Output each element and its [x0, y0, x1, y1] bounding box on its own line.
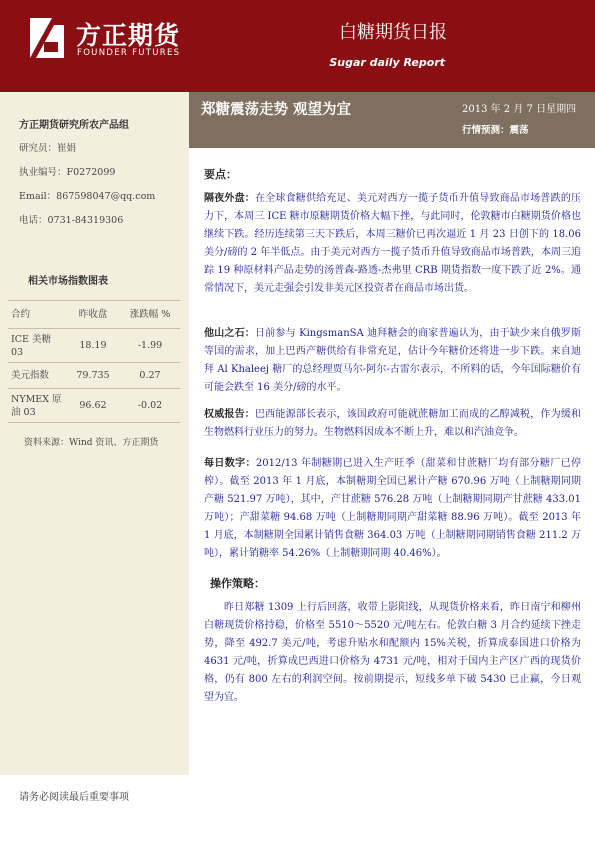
section-overnight-market: [204, 190, 581, 298]
section-label: 隔夜外盘：: [204, 193, 255, 204]
table-cell-close: 96.62: [66, 389, 120, 423]
key-points-heading: 要点：: [204, 168, 237, 181]
table-cell-contract: 美元指数: [8, 363, 66, 389]
section-label: 每日数字：: [204, 458, 256, 469]
section-label: 他山之石：: [204, 328, 255, 339]
table-cell-change: 0.27: [120, 363, 180, 389]
research-group: 方正期货研究所农产品组: [19, 120, 129, 131]
section-text: 巴西能源部长表示，该国政府可能就蔗糖加工而成的乙醇减税，作为缓和生物燃料行业压力的努力。生物燃料因成本不断上升，难以和汽油竞争。: [204, 409, 582, 438]
table-row: [8, 363, 180, 389]
table-row: [8, 329, 180, 363]
table-cell-close: 79.735: [66, 363, 120, 389]
section-label: 权威报告：: [204, 409, 255, 420]
market-table-title: 相关市场指数图表: [28, 276, 108, 287]
section-authority-report: [204, 406, 581, 442]
market-forecast: 行情预测：震荡: [462, 125, 529, 136]
founder-logo-icon: [30, 18, 70, 58]
section-other-views: [204, 325, 581, 397]
table-header-row: [8, 301, 180, 329]
table-cell-change: -0.02: [120, 389, 180, 423]
logo-chinese-name: 方正期货: [76, 21, 181, 50]
report-header: [0, 0, 595, 92]
table-header-cell: 合约: [8, 301, 66, 329]
strategy-heading: 操作策略：: [210, 577, 265, 590]
section-text: 2012/13 年制糖期已进入生产旺季（甜菜和甘蔗糖厂均有部分糖厂已停榨）。截至 2013 年 1 月底，本制糖期全国已累计产糖 670.96 万吨（上制糖期同期产糖 521.97 万吨），其中，产甘蔗糖 576.28 万吨（上制糖期同期产甘蔗糖 433.01 万吨）；产甜菜糖 94.68 万吨（上制糖期同期产甜菜糖 88.96 万吨）。截至 2013 年 1 月底，本制糖期全国累计销售食糖 364.03 万吨（上制糖期同期销售食糖 211.2 万吨），累计销糖率 54.26%（上制糖期同期 40.46%）。: [204, 458, 581, 559]
section-daily-figures: [204, 455, 581, 563]
section-text: 日前参与 KingsmanSA 迪拜糖会的商家普遍认为，由于缺少来自俄罗斯等国的需求，加上巴西产糖供给有非常充足，估计今年糖价还将进一步下跌。来自迪拜 Al Khaleej 糖厂的总经理贾马尔-阿尔-古雷尔表示，不所料的话，今年国际糖价有可能会跌至 16 美分/磅的水平。: [204, 328, 581, 393]
table-header-cell: 昨收盘: [66, 301, 120, 329]
data-source-note: 资料来源：Wind 资讯、方正期货: [24, 438, 159, 448]
researcher-name: 研究员：崔娟: [19, 143, 77, 154]
table-cell-change: -1.99: [120, 329, 180, 363]
table-header-cell: 涨跌幅 %: [120, 301, 180, 329]
table-cell-contract: ICE 美糖 03: [8, 329, 66, 363]
strategy-text: 昨日郑糖 1309 上行后回落，收带上影阳线，从现货价格来看，昨日南宁和柳州白糖现货价格持稳，价格至 5510～5520 元/吨左右。伦敦白糖 3 月合约延续下挫走势，降至 492.7 美元/吨，考虑升贴水和配额内 15%关税，折算成泰国进口价格为 4631 元/吨，折算成巴西进口价格为 4731 元/吨，相对于国内主产区广西的现货价格，仍有 800 左右的利润空间。按前期提示，短线多单下破 5430 已止赢，今日观望为宜。: [204, 602, 581, 703]
report-title: 白糖期货日报: [339, 22, 447, 43]
contact-email: Email：867598047@qq.com: [19, 191, 156, 202]
contact-phone: 电话：0731-84319306: [19, 215, 124, 226]
headline: 郑糖震荡走势 观望为宜: [201, 102, 352, 118]
logo-english-name: FOUNDER FUTURES: [77, 48, 181, 58]
market-index-table: [8, 300, 180, 423]
report-date: 2013 年 2 月 7 日星期四: [462, 104, 577, 115]
license-number: 执业编号：F0272099: [19, 167, 116, 178]
table-cell-close: 18.19: [66, 329, 120, 363]
report-subtitle: Sugar daily Report: [329, 56, 445, 69]
footer-disclaimer-note: 请务必阅读最后重要事项: [19, 792, 129, 803]
table-row: [8, 389, 180, 423]
table-cell-contract: NYMEX 原油 03: [8, 389, 66, 423]
section-text: 在全球食糖供给充足、美元对西方一揽子货币升值导致商品市场普跌的压力下，本周三 ICE 糖市原糖期货价格大幅下挫，与此同时，伦敦糖市白糖期货价格也继续下跌。经历连续第三天下跌后，本周三糖价已再次逼近 1 月 23 日创下的 18.06 美分/磅的 2 年半低点。由于美元对西方一揽子货币升值导致商品市场普跌，本周三追踪 19 种原材料产品走势的汤普森-路透-杰弗里 CRB 期货指数一度下跌了近 2%。通常情况下，美元走强会引发非美元区投资者在商品市场出货。: [204, 193, 582, 294]
